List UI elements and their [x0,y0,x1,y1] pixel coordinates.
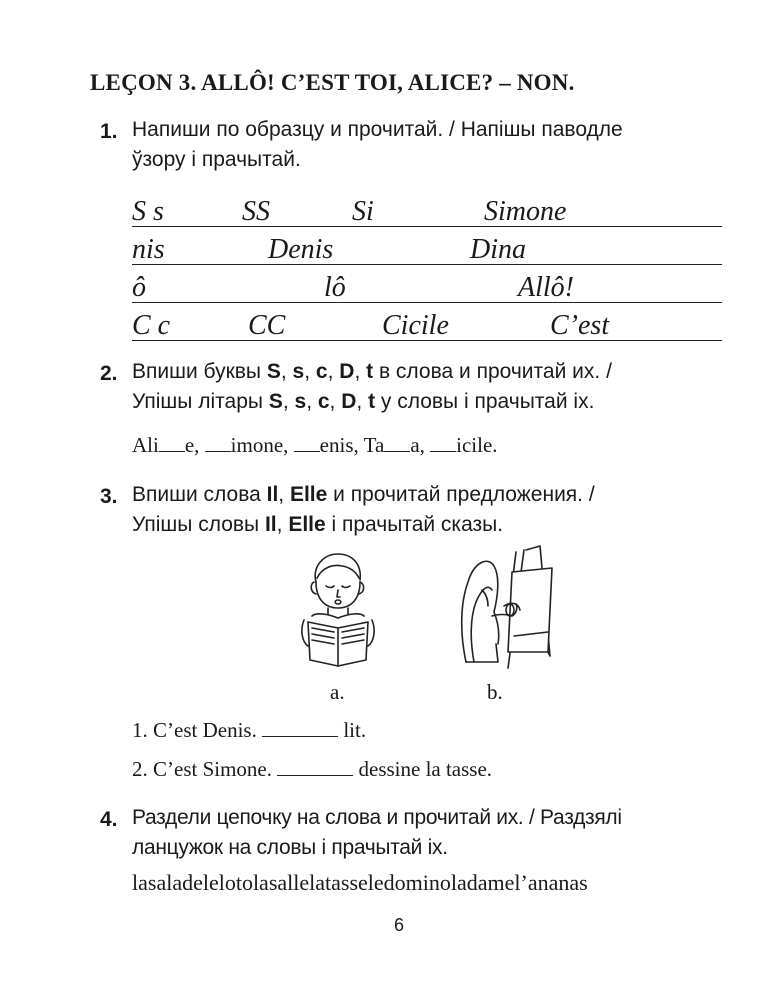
letter-blank[interactable] [384,435,410,452]
copy-sample: nis [132,234,165,265]
exercise-4-instruction [132,803,724,863]
word-elle: Elle [288,513,326,536]
letter-blank[interactable] [159,435,185,452]
letter-S: S [266,360,281,383]
handwriting-row-1[interactable] [132,190,722,227]
letter-c: c [317,390,330,413]
exercise-4-line-2: ланцужок на словы і прачытай іх. [132,836,448,859]
page-number: 6 [394,915,405,935]
handwriting-row-4[interactable] [132,304,722,341]
exercise-1-line-1: Напиши по образцу и прочитай. / Напішы паводле [132,118,623,141]
copy-sample: S s [132,196,164,227]
handwriting-row-2[interactable] [132,228,722,265]
exercise-3-line-1 [132,480,724,510]
letter-s: s [292,360,305,383]
handwriting-lines [132,190,722,340]
copy-sample: C c [132,310,171,341]
word-il: Il [264,513,277,536]
word-blank[interactable] [262,720,338,737]
separator: , [356,390,369,413]
letter-S: S [268,390,283,413]
letter-D: D [341,390,357,413]
word-part: icile. [456,433,498,457]
word-part: e, [184,433,205,457]
letter-D: D [339,360,355,383]
copy-sample: Dina [470,234,526,265]
exercise-1-line-2: ўзору і прачытай. [132,148,301,171]
letter-t: t [366,360,374,383]
word-part: imone, [230,433,294,457]
sentence-text: 2. C’est Simone. [132,757,278,781]
word-blank[interactable] [277,759,353,776]
exercise-2-line-2 [132,387,724,417]
separator: , [306,390,318,413]
copy-sample: ô [132,272,146,303]
instruction-text: і прачытай сказы. [325,513,504,536]
letter-blank[interactable] [294,435,320,452]
word-part: a, [410,433,431,457]
exercise-4-number: 4. [100,808,118,831]
copy-sample: Allô! [518,272,574,303]
instruction-text: и прочитай предложения. / [327,483,595,506]
instruction-text: у словы і прачытай іх. [375,390,595,413]
exercise-2-instruction [132,357,724,417]
separator: , [327,360,340,383]
copy-sample: Cicile [382,310,449,341]
sentence-text: dessine la tasse. [353,757,493,781]
separator: , [304,360,316,383]
exercise-2-words [132,433,498,458]
picture-label-a: a. [330,680,345,704]
copy-sample: CC [248,310,286,341]
instruction-text: Впиши слова [132,483,267,506]
letter-blank[interactable] [205,435,231,452]
exercise-3-line-2 [132,510,724,540]
sentence-text: 1. C’est Denis. [132,718,263,742]
separator: , [276,513,289,536]
sentence-text: lit. [338,718,367,742]
separator: , [282,390,295,413]
word-elle: Elle [289,483,328,506]
copy-sample: C’est [550,310,610,341]
letter-c: c [315,360,328,383]
copy-sample: SS [242,196,270,227]
girl-painting-picture [452,544,564,672]
boy-reading-picture [298,548,378,673]
letter-t: t [368,390,376,413]
copy-sample: Denis [268,234,334,265]
exercise-3-instruction [132,480,724,540]
letter-s: s [294,390,307,413]
exercise-1-instruction [132,115,724,175]
instruction-text: в слова и прочитай их. / [373,360,612,383]
exercise-2-number: 2. [100,362,118,385]
instruction-text: Упішы словы [132,513,265,536]
letter-chain: lasaladelelotolasallelatasseledominoladamel’ananas [132,870,588,895]
exercise-3-sentence-2 [132,757,492,782]
separator: , [280,360,293,383]
separator: , [329,390,342,413]
word-il: Il [266,483,279,506]
exercise-3-sentence-1 [132,718,366,743]
picture-label-b: b. [487,680,503,704]
instruction-text: Впиши буквы [132,360,267,383]
exercise-4-line-1: Раздели цепочку на слова и прочитай их. / Раздзялі [132,806,622,829]
exercise-1-number: 1. [100,120,118,143]
word-part: Ali [132,433,159,457]
exercise-2-line-1 [132,357,724,387]
separator: , [354,360,367,383]
separator: , [278,483,290,506]
word-part: enis, Ta [319,433,385,457]
copy-sample: Simone [484,196,567,227]
lesson-title: LEÇON 3. ALLÔ! C’EST TOI, ALICE? – NON. [90,70,575,95]
handwriting-row-3[interactable] [132,266,722,303]
instruction-text: Упішы літары [132,390,269,413]
letter-blank[interactable] [430,435,456,452]
copy-sample: Si [352,196,374,227]
exercise-3-number: 3. [100,485,118,508]
copy-sample: lô [324,272,346,303]
